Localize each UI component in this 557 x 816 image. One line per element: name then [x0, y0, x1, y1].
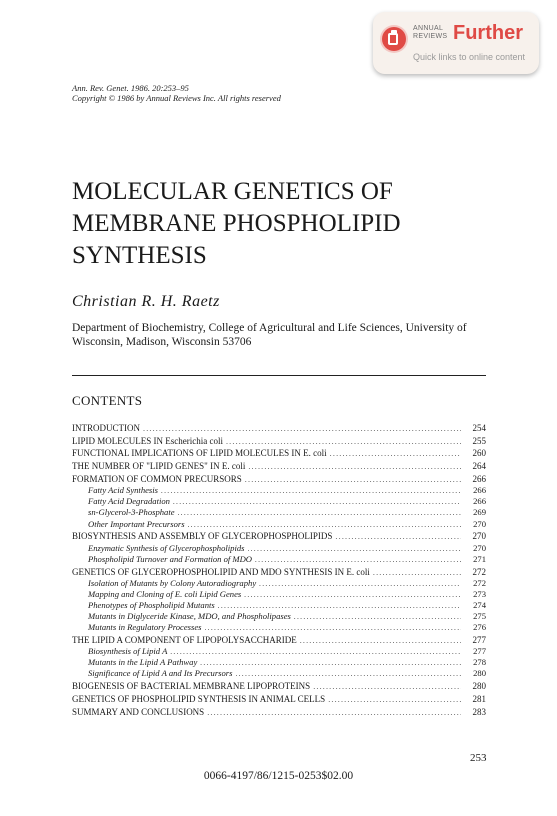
badge-brand: Further	[453, 22, 523, 44]
toc-leader-dots	[170, 646, 461, 657]
toc-entry-page: 255	[472, 435, 486, 446]
toc-entry-page: 266	[473, 485, 486, 496]
toc-leader-dots	[205, 622, 461, 633]
toc-leader-dots	[236, 668, 462, 679]
toc-entry-label: sn-Glycerol-3-Phosphate	[88, 507, 175, 518]
toc-entry-page: 278	[473, 657, 486, 668]
journal-copyright: Copyright © 1986 by Annual Reviews Inc. All rights reserved	[72, 93, 281, 103]
toc-entry[interactable]	[72, 436, 486, 447]
toc-leader-dots	[178, 507, 461, 518]
toc-leader-dots	[259, 578, 461, 589]
table-of-contents	[72, 421, 486, 718]
toc-leader-dots	[244, 589, 461, 600]
toc-subentry[interactable]	[72, 589, 486, 600]
toc-leader-dots	[330, 448, 461, 459]
toc-entry-page: 280	[472, 681, 486, 692]
article-title-line: MEMBRANE PHOSPHOLIPID	[72, 210, 401, 237]
toc-subentry[interactable]	[72, 485, 486, 496]
journal-citation: Ann. Rev. Genet. 1986. 20:253–95	[72, 83, 189, 93]
contents-heading: CONTENTS	[72, 393, 143, 408]
toc-subentry[interactable]	[72, 543, 486, 554]
toc-entry-page: 270	[473, 542, 486, 553]
toc-leader-dots	[245, 474, 461, 485]
toc-subentry[interactable]	[72, 507, 486, 518]
toc-entry[interactable]	[72, 707, 486, 718]
toc-entry[interactable]	[72, 474, 486, 485]
toc-subentry[interactable]	[72, 611, 486, 622]
toc-entry-page: 270	[472, 531, 486, 542]
toc-entry-label: Enzymatic Synthesis of Glycerophospholipids	[88, 542, 245, 553]
toc-entry-label: FORMATION OF COMMON PRECURSORS	[72, 474, 242, 484]
toc-entry-page: 272	[472, 566, 486, 577]
article-title-line: SYNTHESIS	[72, 242, 207, 269]
toc-leader-dots	[294, 611, 461, 622]
toc-entry[interactable]	[72, 448, 486, 459]
toc-subentry[interactable]	[72, 668, 486, 679]
toc-entry-label: THE LIPID A COMPONENT OF LIPOPOLYSACCHARIDE	[72, 635, 297, 646]
toc-entry-label: Mutants in Diglyceride Kinase, MDO, and Phospholipases	[88, 611, 291, 622]
toc-entry-label: GENETICS OF GLYCEROPHOSPHOLIPID AND MDO SYNTHESIS IN E. coli	[72, 566, 370, 577]
toc-entry-page: 266	[473, 496, 486, 507]
toc-entry-label: THE NUMBER OF "LIPID GENES" IN E. coli	[72, 461, 246, 472]
toc-entry-page: 264	[472, 461, 486, 472]
toc-leader-dots	[188, 519, 461, 530]
toc-entry-label: FUNCTIONAL IMPLICATIONS OF LIPID MOLECULES IN E. coli	[72, 448, 327, 459]
toc-entry-page: 269	[473, 507, 486, 518]
toc-entry[interactable]	[72, 423, 486, 434]
toc-entry-label: Biosynthesis of Lipid A	[88, 646, 168, 657]
badge-publisher-line1: ANNUAL	[413, 25, 444, 32]
article-title-line: MOLECULAR GENETICS OF	[72, 178, 393, 205]
toc-entry-page: 277	[472, 635, 486, 646]
toc-entry-page: 273	[473, 588, 486, 599]
author-affiliation: Department of Biochemistry, College of Agricultural and Life Sciences, University of Wisconsin, Madison, Wisconsin 53706	[72, 322, 467, 348]
toc-entry[interactable]	[72, 461, 486, 472]
toc-entry-page: 283	[472, 706, 486, 717]
toc-leader-dots	[328, 694, 461, 705]
toc-entry-label: Fatty Acid Synthesis	[88, 485, 159, 496]
toc-entry-label: GENETICS OF PHOSPHOLIPID SYNTHESIS IN ANIMAL CELLS	[72, 694, 326, 705]
toc-subentry[interactable]	[72, 496, 486, 507]
toc-entry-page: 271	[473, 553, 486, 564]
toc-leader-dots	[335, 531, 461, 542]
toc-leader-dots	[373, 567, 461, 578]
toc-leader-dots	[226, 436, 461, 447]
toc-entry-label: Fatty Acid Degradation	[88, 496, 170, 507]
toc-subentry[interactable]	[72, 600, 486, 611]
toc-subentry[interactable]	[72, 519, 486, 530]
badge-subtitle: Quick links to online content	[413, 52, 526, 62]
toc-entry-label: INTRODUCTION	[72, 422, 140, 433]
annual-reviews-logo-icon	[382, 27, 406, 51]
toc-entry-page: 275	[473, 611, 486, 622]
toc-entry-page: 276	[473, 622, 486, 633]
section-divider	[72, 375, 486, 376]
toc-leader-dots	[248, 543, 462, 554]
page-number: 253	[470, 752, 487, 764]
toc-entry-label: Isolation of Mutants by Colony Autoradiography	[88, 577, 257, 588]
toc-entry-page: 272	[473, 577, 486, 588]
toc-leader-dots	[161, 485, 461, 496]
toc-leader-dots	[313, 681, 461, 692]
toc-entry-page: 260	[472, 448, 486, 459]
toc-leader-dots	[248, 461, 461, 472]
journal-info	[72, 83, 281, 103]
toc-leader-dots	[143, 423, 461, 434]
toc-entry-label: Mutants in Regulatory Processes	[88, 622, 202, 633]
toc-entry-page: 280	[473, 668, 486, 679]
toc-entry-page: 281	[472, 694, 486, 705]
toc-entry-label: SUMMARY AND CONCLUSIONS	[72, 706, 205, 717]
toc-entry-label: BIOSYNTHESIS AND ASSEMBLY OF GLYCEROPHOSPHOLIPIDS	[72, 531, 333, 542]
toc-entry-label: LIPID MOLECULES IN Escherichia coli	[72, 435, 223, 446]
toc-entry[interactable]	[72, 694, 486, 705]
author-name: Christian R. H. Raetz	[72, 293, 220, 310]
toc-subentry[interactable]	[72, 554, 486, 565]
toc-entry-page: 270	[473, 518, 486, 529]
toc-leader-dots	[255, 554, 461, 565]
toc-leader-dots	[173, 496, 461, 507]
badge-publisher-line2: REVIEWS	[413, 33, 448, 40]
badge-publisher	[413, 25, 447, 41]
annual-reviews-further-badge[interactable]	[373, 12, 539, 74]
toc-leader-dots	[207, 707, 461, 718]
toc-entry[interactable]	[72, 531, 486, 542]
toc-entry[interactable]	[72, 635, 486, 646]
toc-entry-page: 277	[473, 646, 486, 657]
toc-subentry[interactable]	[72, 646, 486, 657]
toc-entry-page: 266	[472, 474, 486, 484]
footer-price-code: 0066-4197/86/1215-0253$02.00	[203, 770, 354, 782]
article-title	[72, 176, 401, 272]
toc-entry-label: Mutants in the Lipid A Pathway	[88, 657, 198, 668]
toc-entry-label: BIOGENESIS OF BACTERIAL MEMBRANE LIPOPROTEINS	[72, 681, 311, 692]
toc-subentry[interactable]	[72, 657, 486, 668]
toc-entry-label: Phospholipid Turnover and Formation of MDO	[88, 553, 252, 564]
toc-entry-page: 274	[473, 599, 486, 610]
toc-subentry[interactable]	[72, 622, 486, 633]
toc-entry-label: Other Important Precursors	[88, 518, 185, 529]
toc-entry-label: Significance of Lipid A and Its Precursors	[88, 668, 233, 679]
toc-leader-dots	[300, 635, 461, 646]
toc-entry-label: Mapping and Cloning of E. coli Lipid Genes	[88, 588, 242, 599]
toc-subentry[interactable]	[72, 578, 486, 589]
toc-entry[interactable]	[72, 567, 486, 578]
toc-leader-dots	[218, 600, 461, 611]
toc-entry-page: 254	[472, 422, 486, 433]
toc-entry-label: Phenotypes of Phospholipid Mutants	[88, 599, 215, 610]
toc-entry[interactable]	[72, 681, 486, 692]
toc-leader-dots	[200, 657, 461, 668]
